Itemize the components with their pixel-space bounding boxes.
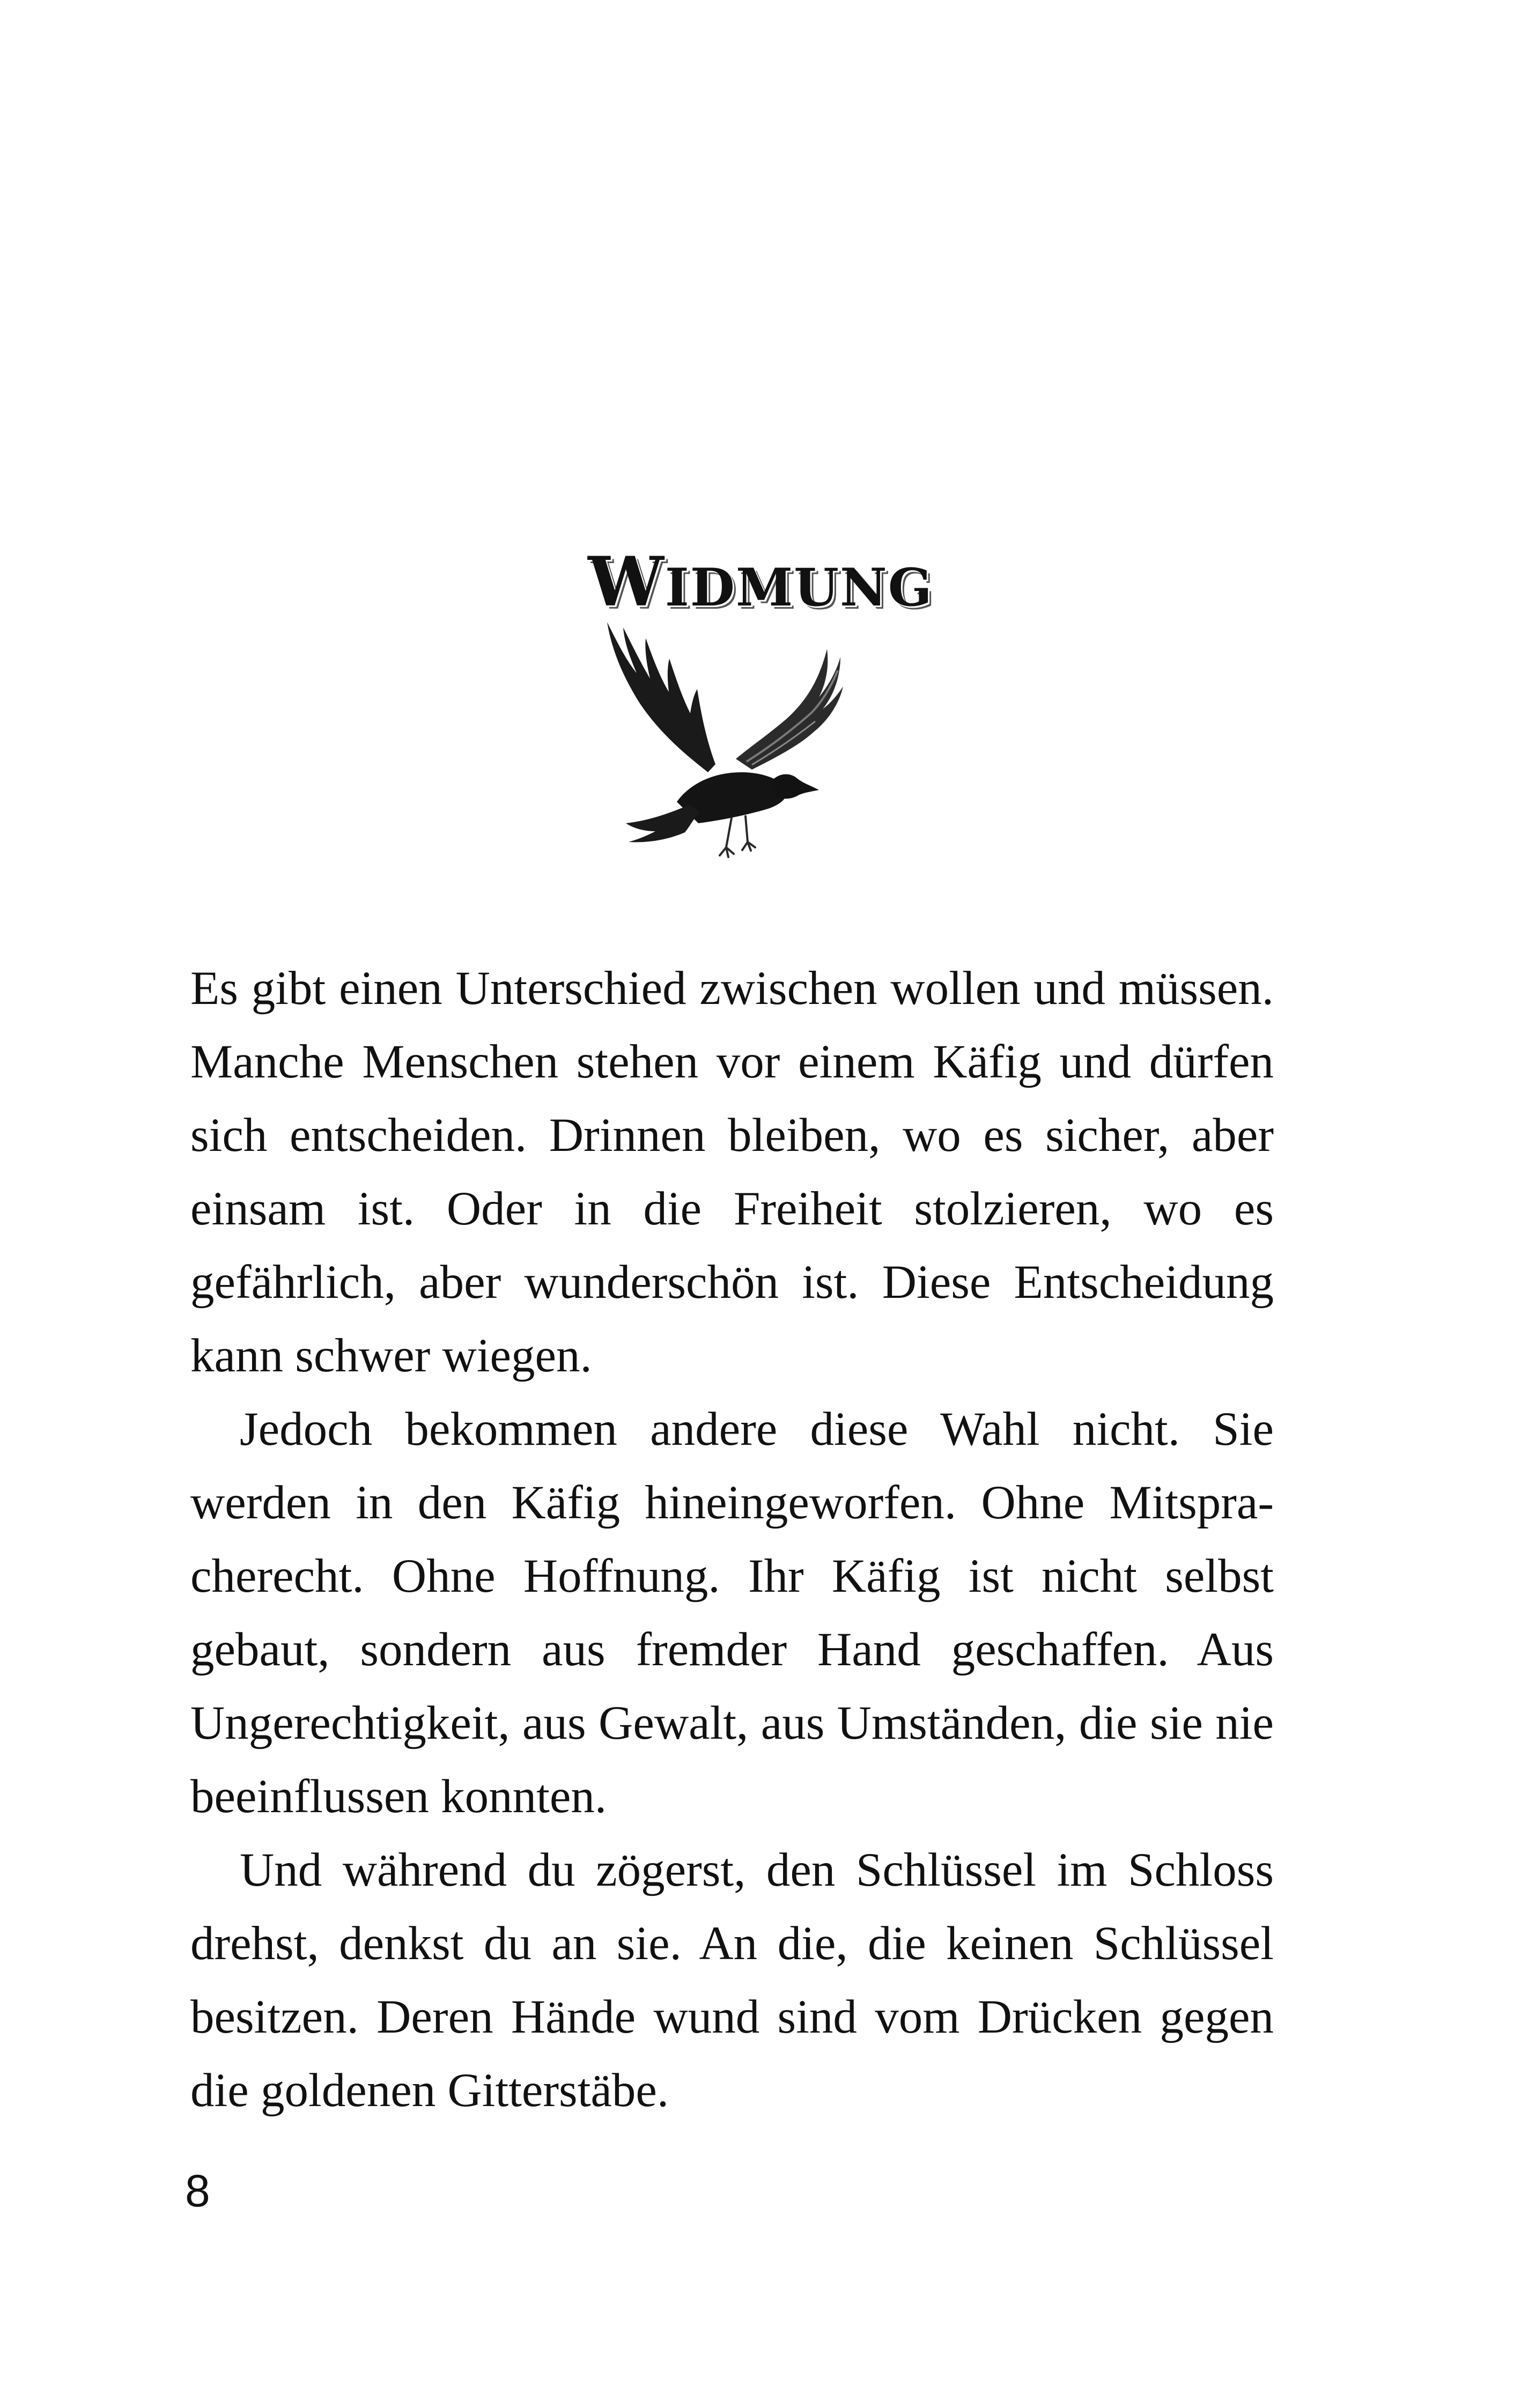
raven-tail (626, 804, 699, 842)
raven-head (771, 774, 819, 799)
page-title (0, 542, 1521, 622)
paragraph-3: Und während du zögerst, den Schlüssel im Schloss drehst, denkst du an sie. An die, die keinen Schlüssel besitzen. Deren Hände wund sind vom Drücken gegen die goldenen Gitterstäbe. (190, 1844, 1274, 2117)
title-initial: W (588, 542, 665, 622)
page-number: 8 (185, 2166, 210, 2216)
raven-legs (720, 816, 755, 857)
paragraph-1: Es gibt einen Unterschied zwischen wollen und müssen. Manche Menschen stehen vor einem Käfig und dürfen sich entscheiden. Drinnen bleiben, wo es sicher, aber einsam ist. Oder in die Freiheit stolzieren, wo es gefährlich, aber wunderschön ist. Diese Entscheidung kann schwer wiegen. (190, 962, 1274, 1382)
paragraph-2: Jedoch bekommen andere diese Wahl nicht. Sie werden in den Käfig hineingeworfen. Ohne Mitspracherecht. Ohne Hoffnung. Ihr Käfig ist nicht selbst gebaut, sondern aus fremder Hand geschaffen. Aus Ungerechtigkeit, aus Gewalt, aus Umständen, die sie nie beeinflussen konnten. (190, 1403, 1274, 1823)
raven-left-wing (607, 622, 715, 772)
dedication-text (190, 952, 1274, 2128)
title-rest: IDMUNG (664, 557, 933, 618)
raven-right-wing (736, 649, 843, 770)
raven-icon (575, 611, 854, 880)
